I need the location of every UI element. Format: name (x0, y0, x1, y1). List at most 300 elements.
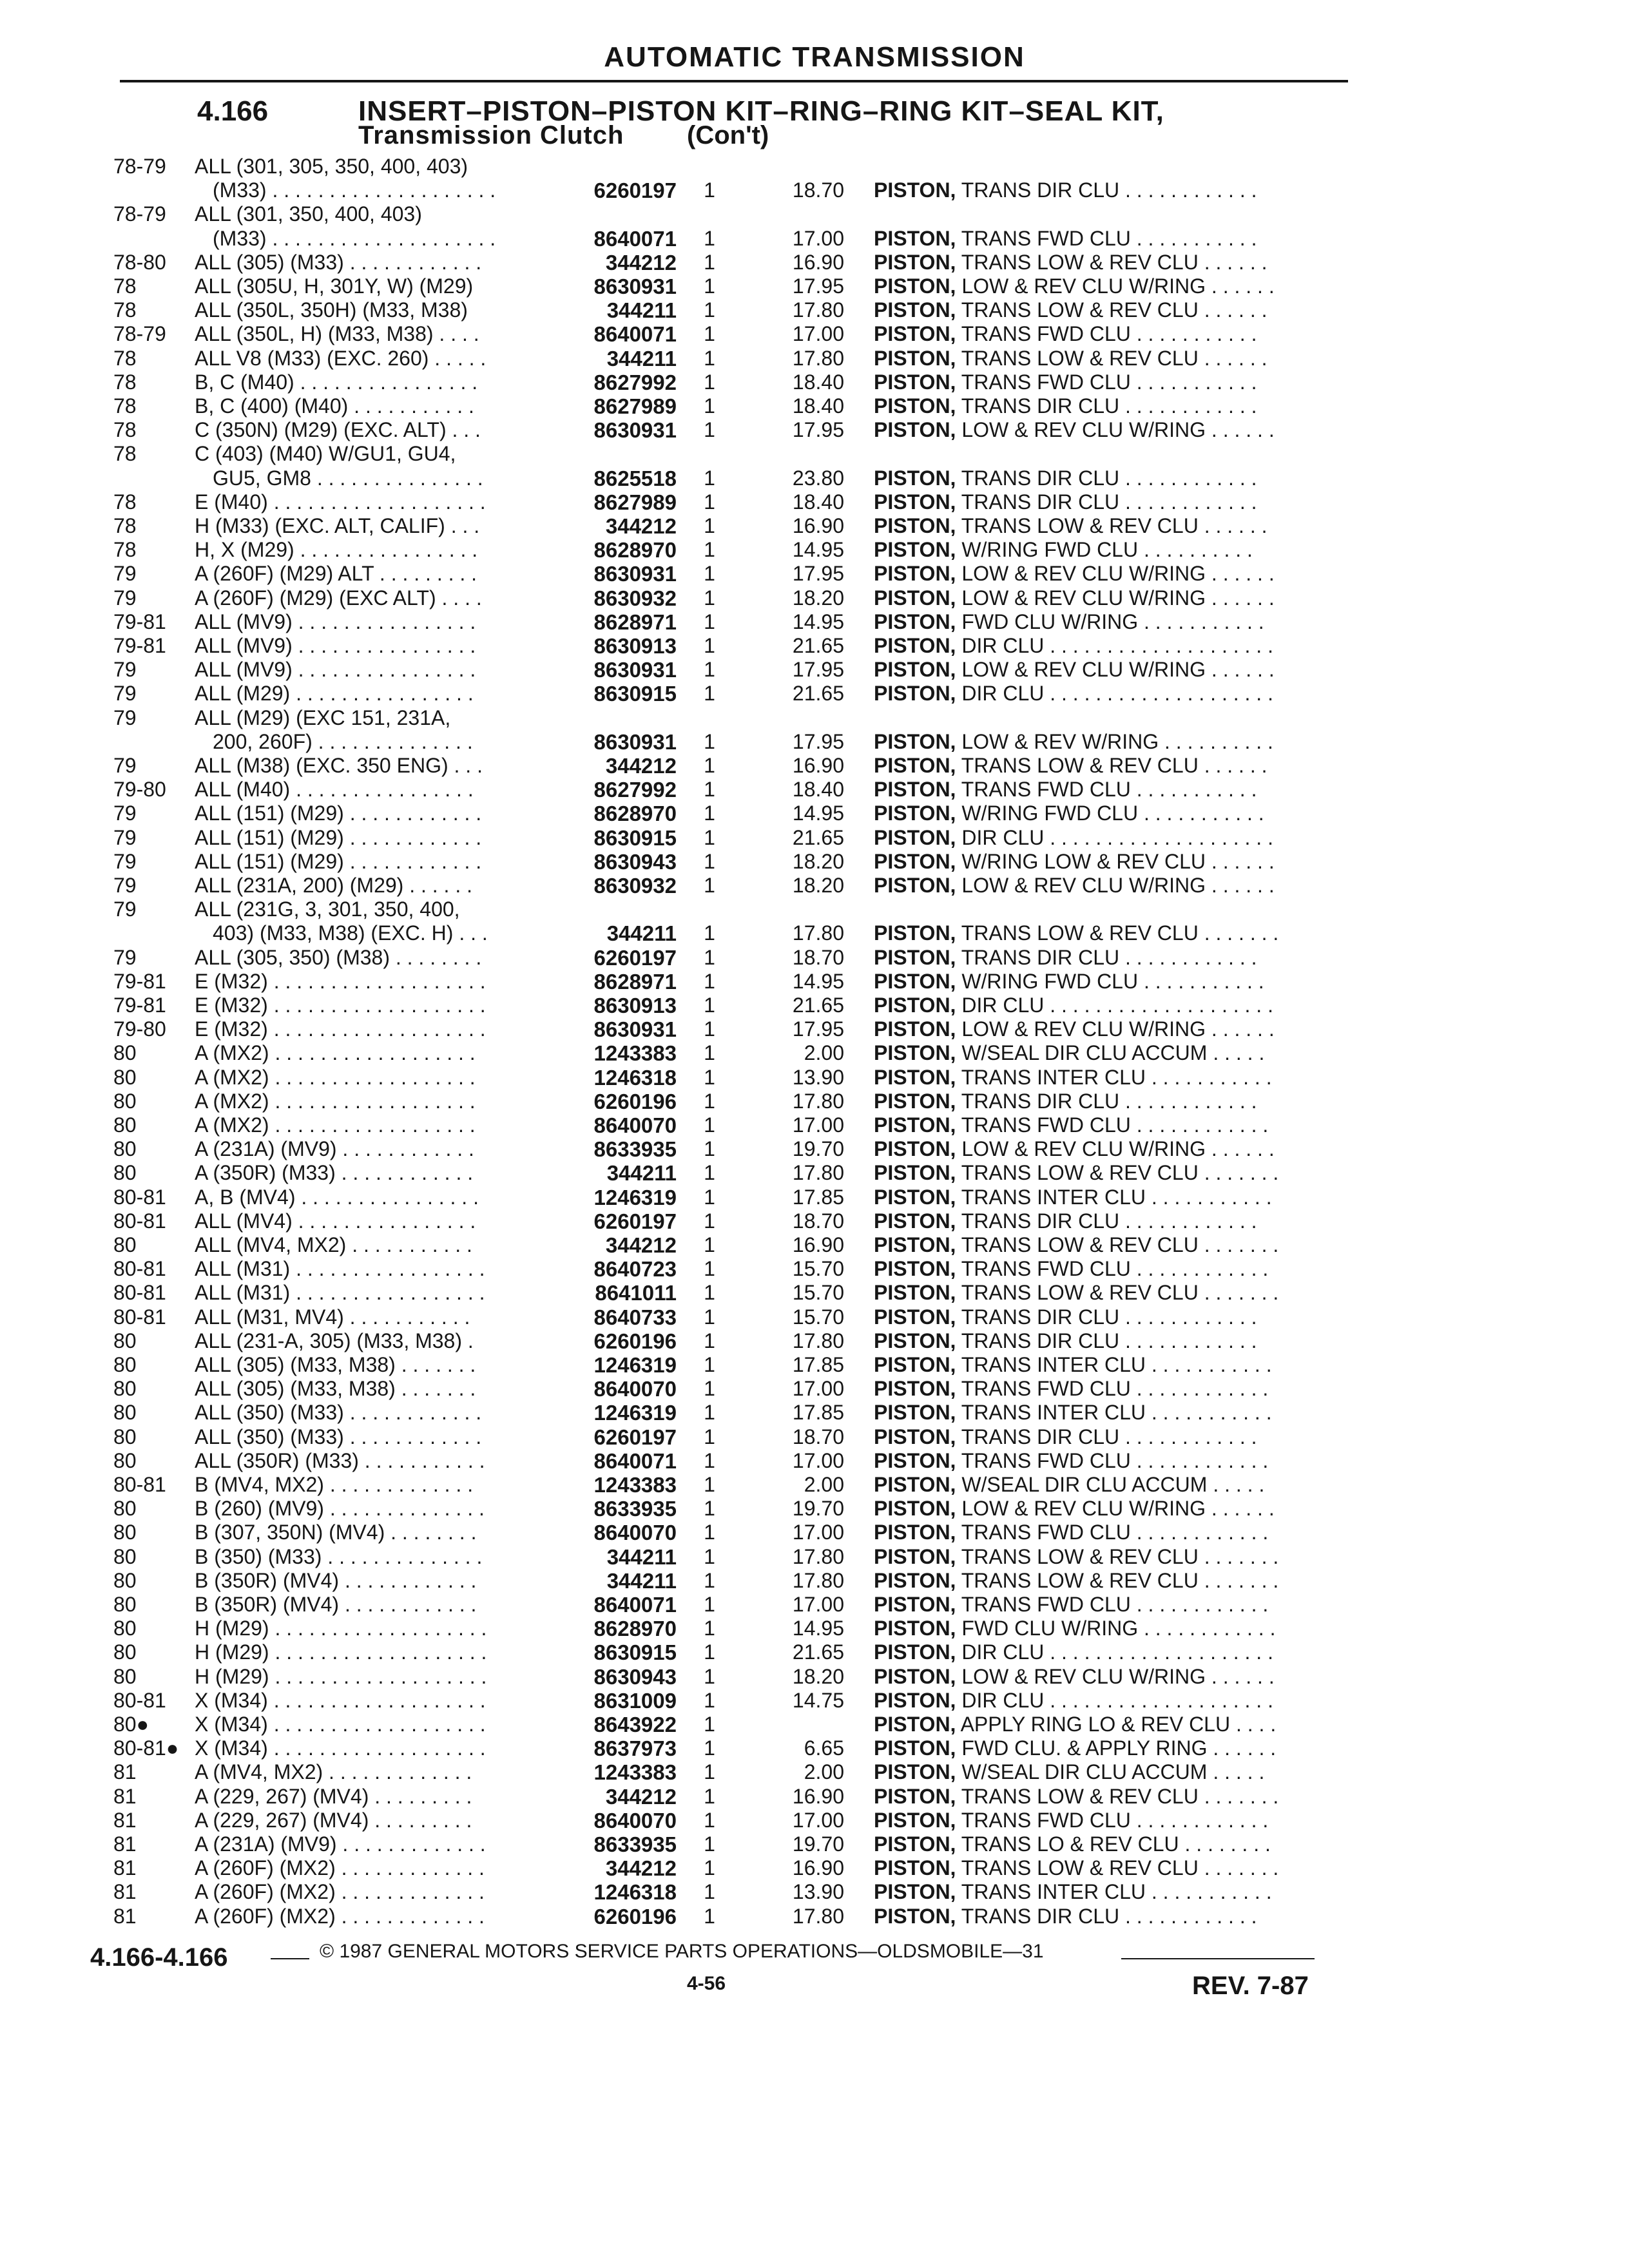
price: 18.20 (792, 586, 844, 610)
part-number: 6260196 (593, 1904, 677, 1928)
application-cont: 200, 260F) . . . . . . . . . . . . . . (213, 729, 473, 753)
table-row (0, 1880, 1629, 1904)
price: 2.00 (804, 1473, 844, 1496)
application: E (M40) . . . . . . . . . . . . . . . . . . . (195, 490, 486, 514)
part-name (874, 370, 1338, 394)
application-cont: (M33) . . . . . . . . . . . . . . . . . . . . (213, 178, 496, 202)
section-title: AUTOMATIC TRANSMISSION (604, 41, 1025, 73)
model-year: 78-80 (113, 250, 166, 274)
footer-group-range: 4.166-4.166 (90, 1943, 228, 1972)
part-name-keyword: PISTON, (874, 1305, 956, 1329)
model-year: 81 (113, 1760, 137, 1784)
quantity: 1 (704, 729, 715, 753)
price: 17.80 (792, 1568, 844, 1592)
table-row (0, 347, 1629, 370)
part-name-keyword: PISTON, (874, 466, 956, 490)
part-name-keyword: PISTON, (874, 1880, 956, 1904)
part-number: 8627992 (593, 370, 677, 394)
model-year: 78 (113, 418, 137, 442)
part-number: 344211 (606, 298, 677, 323)
model-year: 78 (113, 394, 137, 418)
quantity: 1 (704, 1880, 715, 1904)
price: 17.00 (792, 1448, 844, 1472)
quantity: 1 (704, 634, 715, 657)
table-row (0, 1473, 1629, 1497)
part-name-keyword: PISTON, (874, 1089, 956, 1113)
price: 18.70 (792, 178, 844, 202)
part-name (874, 1785, 1338, 1809)
part-name (874, 634, 1338, 658)
table-row (0, 1760, 1629, 1784)
part-name-detail: TRANS LO & REV CLU . . . . . . . . (956, 1832, 1271, 1856)
table-row (0, 826, 1629, 850)
price: 23.80 (792, 466, 844, 490)
table-row (0, 1401, 1629, 1425)
part-name-detail: TRANS INTER CLU . . . . . . . . . . . (956, 1065, 1272, 1089)
part-name (874, 1809, 1338, 1832)
model-year: 78 (113, 442, 137, 466)
part-name-keyword: PISTON, (874, 1640, 956, 1664)
table-row (0, 418, 1629, 442)
price: 17.80 (792, 1161, 844, 1185)
model-year: 80-81● (113, 1736, 179, 1760)
quantity: 1 (704, 994, 715, 1017)
part-number: 8640070 (593, 1377, 677, 1401)
part-number: 8630943 (593, 849, 677, 874)
table-row (0, 898, 1629, 945)
quantity: 1 (704, 178, 715, 202)
part-number: 6260197 (593, 1209, 677, 1233)
part-name (874, 1066, 1338, 1090)
price: 15.70 (792, 1257, 844, 1281)
model-year: 80 (113, 1568, 137, 1592)
part-name-detail: TRANS LOW & REV CLU . . . . . . . (956, 1544, 1279, 1568)
application: A (231A) (MV9) . . . . . . . . . . . . . (195, 1832, 486, 1856)
part-name (874, 1736, 1338, 1760)
part-name (874, 227, 1338, 251)
quantity: 1 (704, 1185, 715, 1209)
table-row (0, 1569, 1629, 1593)
quantity: 1 (704, 274, 715, 298)
price: 14.95 (792, 802, 844, 825)
price: 16.90 (792, 514, 844, 537)
application: ALL (151) (M29) . . . . . . . . . . . . (195, 849, 482, 873)
quantity: 1 (704, 1832, 715, 1856)
part-name-detail: TRANS LOW & REV CLU . . . . . . (956, 514, 1268, 537)
part-name-detail: TRANS LOW & REV CLU . . . . . . . (956, 1233, 1279, 1256)
part-name-detail: TRANS INTER CLU . . . . . . . . . . . (956, 1353, 1272, 1376)
model-year: 80 (113, 1425, 137, 1448)
part-name-detail: TRANS DIR CLU . . . . . . . . . . . . (956, 466, 1257, 490)
quantity: 1 (704, 562, 715, 586)
quantity: 1 (704, 658, 715, 682)
part-name-keyword: PISTON, (874, 1521, 956, 1544)
table-row (0, 1713, 1629, 1736)
application: ALL (M31) . . . . . . . . . . . . . . . . . (195, 1281, 485, 1305)
part-name-detail: W/RING FWD CLU . . . . . . . . . . . (956, 802, 1264, 825)
table-row (0, 1329, 1629, 1353)
application: A (260F) (MX2) . . . . . . . . . . . . . (195, 1856, 485, 1880)
part-number: 344211 (606, 1544, 677, 1569)
price: 17.00 (792, 1521, 844, 1544)
model-year: 79 (113, 825, 137, 849)
price: 18.70 (792, 945, 844, 969)
part-name-keyword: PISTON, (874, 825, 956, 849)
price: 14.95 (792, 610, 844, 633)
quantity: 1 (704, 1784, 715, 1808)
part-name-detail: TRANS FWD CLU . . . . . . . . . . . (956, 778, 1257, 802)
part-name-keyword: PISTON, (874, 1856, 956, 1880)
quantity: 1 (704, 1497, 715, 1521)
part-name-keyword: PISTON, (874, 226, 956, 250)
quantity: 1 (704, 1377, 715, 1401)
part-name (874, 1041, 1338, 1065)
part-number: 8630931 (593, 1017, 677, 1042)
part-number: 8630913 (593, 634, 677, 658)
part-number: 8630943 (593, 1664, 677, 1689)
price: 17.80 (792, 346, 844, 370)
part-name (874, 754, 1338, 778)
application: ALL (151) (M29) . . . . . . . . . . . . (195, 825, 482, 849)
quantity: 1 (704, 1137, 715, 1161)
model-year: 81 (113, 1784, 137, 1808)
price: 17.95 (792, 418, 844, 442)
quantity: 1 (704, 322, 715, 346)
part-name-keyword: PISTON, (874, 1760, 956, 1784)
part-name (874, 1856, 1338, 1880)
price: 17.00 (792, 1113, 844, 1137)
model-year: 79 (113, 754, 137, 777)
quantity: 1 (704, 778, 715, 802)
quantity: 1 (704, 1448, 715, 1472)
part-name (874, 1832, 1338, 1856)
part-name-detail: DIR CLU . . . . . . . . . . . . . . . . . . . . (956, 634, 1273, 657)
part-name-keyword: PISTON, (874, 1017, 956, 1041)
price: 21.65 (792, 825, 844, 849)
part-name (874, 538, 1338, 562)
revision-label: REV. 7-87 (1192, 1972, 1309, 2000)
table-row (0, 1066, 1629, 1090)
table-row (0, 586, 1629, 610)
quantity: 1 (704, 849, 715, 873)
part-number: 6260196 (593, 1329, 677, 1353)
part-name-keyword: PISTON, (874, 1544, 956, 1568)
model-year: 80-81 (113, 1185, 166, 1209)
table-row (0, 1233, 1629, 1257)
part-name (874, 874, 1338, 898)
part-name-keyword: PISTON, (874, 849, 956, 873)
model-year: 79 (113, 658, 137, 682)
part-name-detail: TRANS FWD CLU . . . . . . . . . . . . (956, 1593, 1269, 1616)
price: 18.70 (792, 1425, 844, 1448)
quantity: 1 (704, 394, 715, 418)
part-name (874, 1305, 1338, 1329)
part-number: 8641011 (595, 1281, 677, 1305)
part-name-keyword: PISTON, (874, 754, 956, 777)
price: 17.95 (792, 658, 844, 682)
part-name-keyword: PISTON, (874, 610, 956, 633)
quantity: 1 (704, 1521, 715, 1544)
part-name-keyword: PISTON, (874, 1736, 956, 1760)
part-name-detail: TRANS DIR CLU . . . . . . . . . . . . (956, 1904, 1257, 1928)
quantity: 1 (704, 945, 715, 969)
model-year: 79-81 (113, 610, 166, 633)
application: B (350R) (MV4) . . . . . . . . . . . . (195, 1593, 477, 1616)
price: 17.80 (792, 921, 844, 945)
part-name-keyword: PISTON, (874, 802, 956, 825)
model-year: 78 (113, 538, 137, 562)
part-name (874, 850, 1338, 874)
quantity: 1 (704, 1041, 715, 1065)
part-name-detail: TRANS DIR CLU . . . . . . . . . . . . (956, 394, 1257, 418)
continued-label: (Con't) (687, 121, 769, 149)
part-name-keyword: PISTON, (874, 490, 956, 514)
table-row (0, 1161, 1629, 1185)
table-row (0, 1665, 1629, 1689)
table-row (0, 1257, 1629, 1281)
application: ALL (350R) (M33) . . . . . . . . . . . (195, 1448, 485, 1472)
model-year: 78-79 (113, 202, 166, 226)
part-name (874, 1017, 1338, 1041)
part-name-detail: LOW & REV CLU W/RING . . . . . . (956, 874, 1275, 897)
part-name (874, 418, 1338, 442)
part-name-detail: TRANS INTER CLU . . . . . . . . . . . (956, 1880, 1272, 1904)
part-name-keyword: PISTON, (874, 1688, 956, 1712)
part-name-detail: TRANS FWD CLU . . . . . . . . . . . . (956, 1521, 1269, 1544)
part-name-detail: LOW & REV CLU W/RING . . . . . . (956, 658, 1275, 682)
price: 14.95 (792, 538, 844, 562)
application: ALL (305) (M33) . . . . . . . . . . . . (195, 250, 482, 274)
table-row (0, 754, 1629, 778)
quantity: 1 (704, 874, 715, 897)
footer-rule-left (271, 1958, 309, 1959)
table-row (0, 994, 1629, 1017)
part-name-detail: TRANS LOW & REV CLU . . . . . . . (956, 1784, 1279, 1808)
part-number: 344211 (606, 921, 677, 946)
part-name-keyword: PISTON, (874, 1448, 956, 1472)
part-name (874, 466, 1338, 490)
part-name-detail: LOW & REV CLU W/RING . . . . . . (956, 1497, 1275, 1521)
quantity: 1 (704, 1401, 715, 1425)
part-name (874, 682, 1338, 706)
model-year: 79 (113, 706, 137, 729)
application: A (260F) (M29) (EXC ALT) . . . . (195, 586, 482, 610)
table-row (0, 298, 1629, 322)
part-name-keyword: PISTON, (874, 1497, 956, 1521)
part-name-keyword: PISTON, (874, 274, 956, 298)
part-name-keyword: PISTON, (874, 514, 956, 537)
price: 17.80 (792, 1904, 844, 1928)
table-row (0, 1736, 1629, 1760)
price: 16.90 (792, 1233, 844, 1256)
model-year: 79-81 (113, 969, 166, 993)
price: 6.65 (804, 1736, 844, 1760)
part-name-keyword: PISTON, (874, 1568, 956, 1592)
model-year: 80 (113, 1448, 137, 1472)
application: ALL (M31) . . . . . . . . . . . . . . . . . (195, 1257, 485, 1281)
table-row (0, 370, 1629, 394)
part-name-detail: TRANS DIR CLU . . . . . . . . . . . . (956, 1425, 1257, 1448)
part-number: 8630931 (593, 274, 677, 298)
quantity: 1 (704, 1089, 715, 1113)
part-name-keyword: PISTON, (874, 538, 956, 562)
part-name-detail: TRANS DIR CLU . . . . . . . . . . . . (956, 490, 1257, 514)
part-name (874, 994, 1338, 1017)
model-year: 79 (113, 945, 137, 969)
price: 2.00 (804, 1041, 844, 1065)
footer-rule-right (1121, 1958, 1315, 1959)
table-row (0, 1640, 1629, 1664)
part-name-keyword: PISTON, (874, 729, 956, 753)
quantity: 1 (704, 754, 715, 777)
part-name-detail: LOW & REV CLU W/RING . . . . . . (956, 562, 1275, 586)
application: ALL (MV4, MX2) . . . . . . . . . . . (195, 1233, 472, 1256)
part-number: 1246318 (593, 1065, 677, 1090)
part-name (874, 178, 1338, 202)
application: X (M34) . . . . . . . . . . . . . . . . . . . (195, 1688, 486, 1712)
quantity: 1 (704, 825, 715, 849)
model-year: 79 (113, 874, 137, 897)
part-number: 344212 (605, 1784, 677, 1809)
part-name (874, 970, 1338, 994)
table-row (0, 658, 1629, 682)
part-number: 8630931 (593, 729, 677, 754)
part-name-keyword: PISTON, (874, 370, 956, 394)
footer-copyright: © 1987 GENERAL MOTORS SERVICE PARTS OPERATIONS—OLDSMOBILE—31 (320, 1941, 1044, 1962)
part-name (874, 322, 1338, 346)
part-name-keyword: PISTON, (874, 1281, 956, 1305)
model-year: 79-80 (113, 778, 166, 802)
part-name-detail: W/SEAL DIR CLU ACCUM . . . . . (956, 1041, 1265, 1065)
table-row (0, 514, 1629, 538)
application-cont: GU5, GM8 . . . . . . . . . . . . . . . (213, 466, 483, 490)
quantity: 1 (704, 370, 715, 394)
part-name (874, 586, 1338, 610)
model-year: 80-81 (113, 1281, 166, 1305)
price: 2.00 (804, 1760, 844, 1784)
quantity: 1 (704, 802, 715, 825)
part-number: 8640071 (593, 1448, 677, 1473)
quantity: 1 (704, 1353, 715, 1376)
part-name-detail: TRANS LOW & REV CLU . . . . . . . (956, 1161, 1279, 1185)
table-row (0, 970, 1629, 994)
part-name (874, 730, 1338, 754)
model-year: 80 (113, 1089, 137, 1113)
price: 21.65 (792, 682, 844, 706)
table-row (0, 802, 1629, 825)
part-name (874, 1905, 1338, 1928)
application: B (350) (M33) . . . . . . . . . . . . . . (195, 1544, 483, 1568)
header-rule (120, 80, 1348, 82)
table-row (0, 874, 1629, 898)
part-name (874, 1497, 1338, 1521)
table-row (0, 1090, 1629, 1113)
part-number: 8640070 (593, 1521, 677, 1545)
part-name-keyword: PISTON, (874, 1377, 956, 1401)
part-name (874, 610, 1338, 634)
application: ALL (M31, MV4) . . . . . . . . . . . (195, 1305, 470, 1329)
group-number: 4.166 (197, 95, 269, 127)
table-row (0, 1449, 1629, 1473)
part-name-detail: FWD CLU W/RING . . . . . . . . . . . . (956, 1617, 1276, 1640)
model-year: 79-80 (113, 1017, 166, 1041)
price: 18.70 (792, 1209, 844, 1233)
application: C (403) (M40) W/GU1, GU4, (195, 442, 456, 466)
part-name (874, 1090, 1338, 1113)
part-name-detail: W/RING FWD CLU . . . . . . . . . . . (956, 969, 1264, 993)
part-name-detail: TRANS LOW & REV CLU . . . . . . . (956, 1856, 1279, 1880)
price: 17.95 (792, 1017, 844, 1041)
application-cont: 403) (M33, M38) (EXC. H) . . . (213, 921, 488, 945)
model-year: 80 (113, 1640, 137, 1664)
price: 17.95 (792, 274, 844, 298)
part-name-detail: TRANS FWD CLU . . . . . . . . . . . . (956, 1448, 1269, 1472)
table-row (0, 202, 1629, 250)
table-row (0, 1785, 1629, 1809)
quantity: 1 (704, 226, 715, 250)
model-year: 78 (113, 490, 137, 514)
quantity: 1 (704, 1017, 715, 1041)
part-number: 8633935 (593, 1832, 677, 1856)
part-name-keyword: PISTON, (874, 394, 956, 418)
part-number: 6260197 (593, 178, 677, 203)
application: E (M32) . . . . . . . . . . . . . . . . . . . (195, 969, 486, 993)
price: 21.65 (792, 1640, 844, 1664)
application: B (260) (MV9) . . . . . . . . . . . . . . (195, 1497, 485, 1521)
part-name-detail: FWD CLU W/RING . . . . . . . . . . . (956, 610, 1264, 633)
part-name-keyword: PISTON, (874, 945, 956, 969)
part-name (874, 1186, 1338, 1209)
price: 13.90 (792, 1065, 844, 1089)
part-number: 8630915 (593, 682, 677, 706)
model-year: 80 (113, 1041, 137, 1065)
table-row (0, 1905, 1629, 1928)
part-name-detail: LOW & REV CLU W/RING . . . . . . (956, 274, 1275, 298)
quantity: 1 (704, 514, 715, 537)
price: 18.40 (792, 490, 844, 514)
part-name-detail: TRANS FWD CLU . . . . . . . . . . . . (956, 1808, 1269, 1832)
part-name-detail: DIR CLU . . . . . . . . . . . . . . . . . . . . (956, 825, 1273, 849)
part-number: 8640723 (593, 1257, 677, 1282)
price: 17.85 (792, 1353, 844, 1376)
price: 18.40 (792, 370, 844, 394)
part-name (874, 1521, 1338, 1544)
model-year: 80 (113, 1377, 137, 1401)
part-number: 1243383 (593, 1760, 677, 1785)
application: ALL (301, 305, 350, 400, 403) (195, 155, 468, 178)
application: ALL (350L, H) (M33, M38) . . . . (195, 322, 479, 346)
part-name-detail: TRANS FWD CLU . . . . . . . . . . . (956, 370, 1257, 394)
part-name-keyword: PISTON, (874, 1425, 956, 1448)
part-name (874, 1209, 1338, 1233)
part-name-detail: TRANS FWD CLU . . . . . . . . . . . . (956, 1377, 1269, 1401)
application: B (307, 350N) (MV4) . . . . . . . . (195, 1521, 477, 1544)
part-name-keyword: PISTON, (874, 969, 956, 993)
application: B (MV4, MX2) . . . . . . . . . . . . . (195, 1473, 474, 1496)
table-row (0, 946, 1629, 970)
part-name (874, 1665, 1338, 1689)
quantity: 1 (704, 1904, 715, 1928)
table-row (0, 1017, 1629, 1041)
model-year: 80-81 (113, 1305, 166, 1329)
model-year: 80-81 (113, 1257, 166, 1281)
model-year: 78 (113, 346, 137, 370)
application: ALL V8 (M33) (EXC. 260) . . . . . (195, 346, 487, 370)
application: A (MV4, MX2) . . . . . . . . . . . . . (195, 1760, 472, 1784)
part-name-keyword: PISTON, (874, 298, 956, 322)
table-row (0, 1497, 1629, 1521)
model-year: 80 (113, 1401, 137, 1425)
